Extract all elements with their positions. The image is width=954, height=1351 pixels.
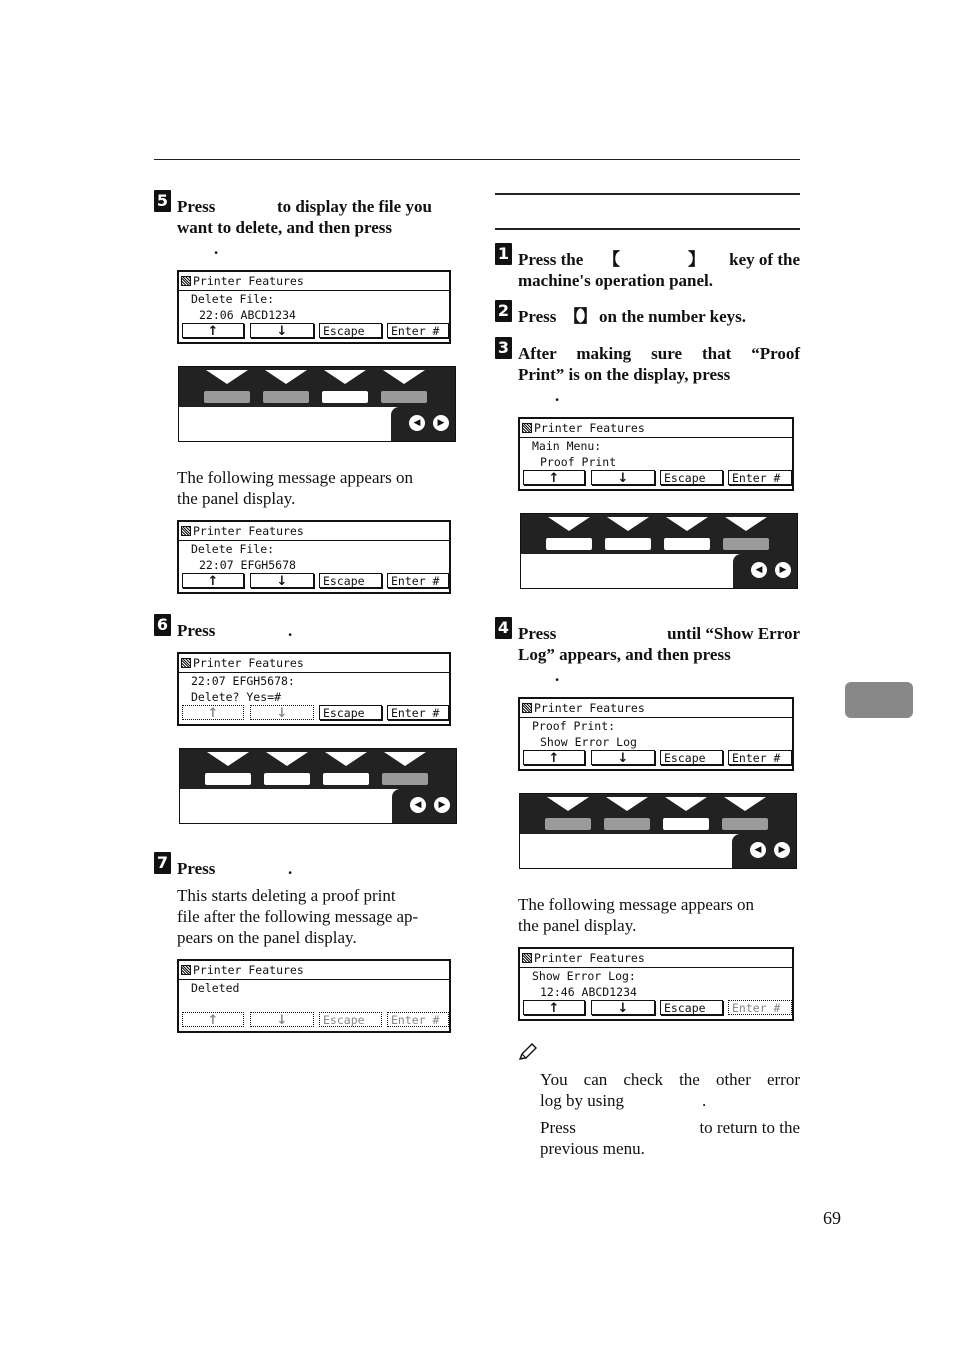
escape-button[interactable]: Escape xyxy=(660,470,723,485)
up-arrow-button[interactable]: ↑ xyxy=(182,1012,244,1027)
printer-glyph-icon xyxy=(181,658,191,668)
selection-key-2[interactable] xyxy=(264,773,310,785)
up-arrow-button[interactable]: ↑ xyxy=(182,705,244,720)
down-arrow-button[interactable]: ↓ xyxy=(250,573,314,588)
selection-keys-panel-4 xyxy=(519,793,797,869)
selection-keys-panel-1 xyxy=(178,366,456,442)
step-3-line2: Print” is on the display, press xyxy=(518,365,731,384)
selection-key-1[interactable] xyxy=(546,538,592,550)
lcd-line2: 12:46 ABCD1234 xyxy=(540,985,637,999)
step-4-line3: . xyxy=(555,666,560,685)
step-5-line1a: Press xyxy=(177,197,216,216)
up-arrow-button[interactable]: ↑ xyxy=(523,1000,585,1015)
selection-key-1[interactable] xyxy=(204,391,250,403)
chapter-thumb-tab xyxy=(845,682,913,718)
page-number: 69 xyxy=(823,1208,841,1228)
escape-button[interactable]: Escape xyxy=(319,705,382,720)
step-7-dot: . xyxy=(288,859,293,878)
down-arrow-button[interactable]: ↓ xyxy=(250,323,314,338)
escape-button[interactable]: Escape xyxy=(660,750,723,765)
lcd-line2: Show Error Log xyxy=(540,735,637,749)
lcd-display-2 xyxy=(177,520,451,594)
lcd-title: Printer Features xyxy=(193,274,304,288)
section-rule-bottom xyxy=(495,228,800,230)
step-5-line3: . xyxy=(214,239,219,258)
printer-glyph-icon xyxy=(181,965,191,975)
escape-button[interactable]: Escape xyxy=(319,323,382,338)
up-arrow-button[interactable]: ↑ xyxy=(523,750,585,765)
step-number-6: 6 xyxy=(154,614,171,636)
enter-button[interactable]: Enter # xyxy=(387,1012,449,1027)
right-arrow-icon[interactable]: ▶ xyxy=(775,562,791,578)
selection-key-3[interactable] xyxy=(664,538,710,550)
step-1-line1a: Press the xyxy=(518,250,584,269)
selection-key-4[interactable] xyxy=(722,818,768,830)
lcd-display-5 xyxy=(518,417,794,491)
selection-key-3[interactable] xyxy=(323,773,369,785)
step-1-close-bracket: 】 xyxy=(688,250,705,269)
step-1-open-bracket: 【 xyxy=(603,250,620,269)
left-arrow-icon[interactable]: ◀ xyxy=(409,415,425,431)
escape-button[interactable]: Escape xyxy=(319,573,382,588)
section-rule-top xyxy=(495,193,800,195)
selection-key-3[interactable] xyxy=(322,391,368,403)
step-number-4: 4 xyxy=(495,617,512,639)
right-arrow-icon[interactable]: ▶ xyxy=(434,797,450,813)
printer-glyph-icon xyxy=(522,953,532,963)
step-number-7: 7 xyxy=(154,852,171,874)
header-rule xyxy=(154,159,800,160)
up-arrow-button[interactable]: ↑ xyxy=(182,573,244,588)
message-text-2b: the panel display. xyxy=(518,916,637,935)
enter-button[interactable]: Enter # xyxy=(387,323,449,338)
step-5-line2: want to delete, and then press xyxy=(177,218,393,237)
pencil-note-icon xyxy=(518,1043,538,1061)
lcd-line1: 22:07 EFGH5678: xyxy=(191,674,295,688)
escape-button[interactable]: Escape xyxy=(319,1012,382,1027)
lcd-line1: Delete File: xyxy=(191,542,275,556)
left-arrow-icon[interactable]: ◀ xyxy=(750,842,766,858)
message-text-1b: the panel display. xyxy=(177,489,296,508)
lcd-display-3 xyxy=(177,652,451,726)
step-number-1: 1 xyxy=(495,243,512,265)
selection-key-1[interactable] xyxy=(545,818,591,830)
lcd-line2: 22:07 EFGH5678 xyxy=(199,558,296,572)
step-3-line1: After making sure that “Proof xyxy=(518,344,800,363)
selection-key-4[interactable] xyxy=(723,538,769,550)
lcd-line1: Show Error Log: xyxy=(532,969,636,983)
down-arrow-button[interactable]: ↓ xyxy=(250,1012,314,1027)
step-1-line2: machine's operation panel. xyxy=(518,271,714,290)
right-arrow-icon[interactable]: ▶ xyxy=(774,842,790,858)
lcd-display-6 xyxy=(518,697,794,771)
step-number-5: 5 xyxy=(154,190,171,212)
note-1-line1: You can check the other error xyxy=(540,1070,800,1089)
up-arrow-button[interactable]: ↑ xyxy=(523,470,585,485)
step-4-line2: Log” appears, and then press xyxy=(518,645,731,664)
left-arrow-icon[interactable]: ◀ xyxy=(751,562,767,578)
step-number-2: 2 xyxy=(495,300,512,322)
printer-glyph-icon xyxy=(522,423,532,433)
step-2-close-bracket: 】 xyxy=(580,307,597,326)
enter-button[interactable]: Enter # xyxy=(728,750,792,765)
step-2-b: on the number keys. xyxy=(599,307,747,326)
left-arrow-icon[interactable]: ◀ xyxy=(410,797,426,813)
selection-key-4[interactable] xyxy=(381,391,427,403)
step-5-line1b: to display the file you xyxy=(277,197,432,216)
step-7-body-3: pears on the panel display. xyxy=(177,928,357,947)
note-2-line2: previous menu. xyxy=(540,1139,645,1158)
step-4-line1a: Press xyxy=(518,624,557,643)
enter-button[interactable]: Enter # xyxy=(728,470,792,485)
step-1-line1b: key of the xyxy=(729,250,800,269)
enter-button[interactable]: Enter # xyxy=(728,1000,792,1015)
lcd-line1: Main Menu: xyxy=(532,439,602,453)
printer-glyph-icon xyxy=(181,526,191,536)
lcd-line2: 22:06 ABCD1234 xyxy=(199,308,296,322)
lcd-title: Printer Features xyxy=(534,701,645,715)
enter-button[interactable]: Enter # xyxy=(387,573,449,588)
lcd-line2: Delete? Yes=# xyxy=(191,690,282,704)
step-3-line3: . xyxy=(555,386,560,405)
escape-button[interactable]: Escape xyxy=(660,1000,723,1015)
down-arrow-button[interactable]: ↓ xyxy=(591,1000,655,1015)
step-4-line1b: until “Show Error xyxy=(667,624,800,643)
selection-keys-panel-2 xyxy=(179,748,457,824)
step-2-a: Press xyxy=(518,307,557,326)
printer-glyph-icon xyxy=(181,276,191,286)
printer-glyph-icon xyxy=(522,703,532,713)
down-arrow-button[interactable]: ↓ xyxy=(591,470,655,485)
lcd-line1: Deleted xyxy=(191,981,240,995)
step-7-body-2: file after the following message ap- xyxy=(177,907,419,926)
lcd-display-1 xyxy=(177,270,451,344)
step-7-text: Press xyxy=(177,859,216,878)
step-6-dot: . xyxy=(288,621,293,640)
selection-key-2[interactable] xyxy=(263,391,309,403)
selection-key-2[interactable] xyxy=(605,538,651,550)
lcd-line1: Delete File: xyxy=(191,292,275,306)
enter-button[interactable]: Enter # xyxy=(387,705,449,720)
message-text-1a: The following message appears on xyxy=(177,468,414,487)
down-arrow-button[interactable]: ↓ xyxy=(591,750,655,765)
step-6-text: Press xyxy=(177,621,216,640)
selection-keys-panel-3 xyxy=(520,513,798,589)
right-arrow-icon[interactable]: ▶ xyxy=(433,415,449,431)
lcd-title: Printer Features xyxy=(534,421,645,435)
lcd-title: Printer Features xyxy=(534,951,645,965)
message-text-2a: The following message appears on xyxy=(518,895,755,914)
lcd-title: Printer Features xyxy=(193,524,304,538)
step-7-body-1: This starts deleting a proof print xyxy=(177,886,396,905)
selection-key-3[interactable] xyxy=(663,818,709,830)
lcd-display-4 xyxy=(177,959,451,1033)
lcd-line2: Proof Print xyxy=(540,455,617,469)
note-1-line2: log by using xyxy=(540,1091,625,1110)
lcd-line1: Proof Print: xyxy=(532,719,616,733)
step-number-3: 3 xyxy=(495,337,512,359)
step-2-open-bracket: 【 xyxy=(564,307,581,326)
selection-key-2[interactable] xyxy=(604,818,650,830)
up-arrow-button[interactable]: ↑ xyxy=(182,323,244,338)
selection-key-1[interactable] xyxy=(205,773,251,785)
note-2-return: to return to the xyxy=(699,1118,800,1137)
lcd-title: Printer Features xyxy=(193,656,304,670)
note-1-dot: . xyxy=(702,1091,707,1110)
note-2-press: Press xyxy=(540,1118,576,1137)
selection-key-4[interactable] xyxy=(382,773,428,785)
lcd-title: Printer Features xyxy=(193,963,304,977)
lcd-display-7 xyxy=(518,947,794,1021)
down-arrow-button[interactable]: ↓ xyxy=(250,705,314,720)
